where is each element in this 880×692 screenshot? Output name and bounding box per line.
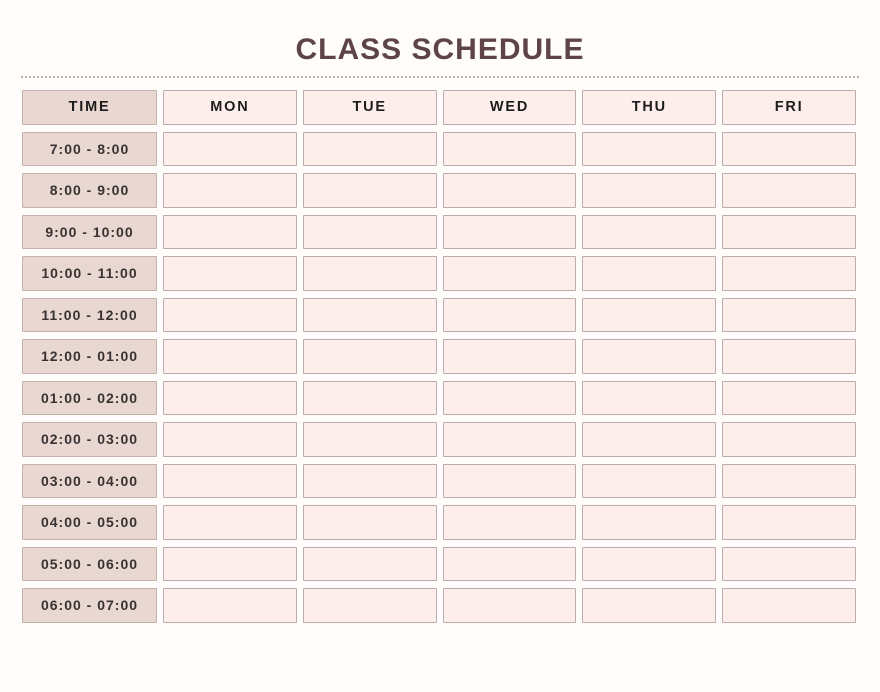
schedule-cell <box>163 298 297 333</box>
schedule-cell <box>443 422 577 457</box>
time-cell: 01:00 - 02:00 <box>22 381 157 416</box>
time-cell: 7:00 - 8:00 <box>22 132 157 167</box>
schedule-cell <box>582 173 716 208</box>
schedule-cell <box>722 588 856 623</box>
schedule-cell <box>722 547 856 582</box>
time-cell: 05:00 - 06:00 <box>22 547 157 582</box>
schedule-cell <box>582 381 716 416</box>
schedule-cell <box>582 588 716 623</box>
schedule-cell <box>163 381 297 416</box>
time-cell: 8:00 - 9:00 <box>22 173 157 208</box>
column-header-wed: WED <box>443 90 577 125</box>
schedule-cell <box>443 505 577 540</box>
schedule-cell <box>443 132 577 167</box>
schedule-cell <box>722 132 856 167</box>
schedule-cell <box>443 173 577 208</box>
schedule-cell <box>303 505 437 540</box>
schedule-cell <box>163 215 297 250</box>
schedule-cell <box>443 298 577 333</box>
schedule-cell <box>303 215 437 250</box>
time-cell: 02:00 - 03:00 <box>22 422 157 457</box>
schedule-cell <box>582 464 716 499</box>
schedule-cell <box>722 381 856 416</box>
schedule-cell <box>163 256 297 291</box>
schedule-cell <box>163 505 297 540</box>
schedule-cell <box>303 339 437 374</box>
schedule-cell <box>722 256 856 291</box>
schedule-cell <box>582 256 716 291</box>
time-cell: 12:00 - 01:00 <box>22 339 157 374</box>
time-cell: 10:00 - 11:00 <box>22 256 157 291</box>
schedule-cell <box>722 505 856 540</box>
column-header-mon: MON <box>163 90 297 125</box>
schedule-cell <box>582 339 716 374</box>
schedule-cell <box>303 298 437 333</box>
schedule-cell <box>303 464 437 499</box>
schedule-cell <box>163 464 297 499</box>
schedule-cell <box>443 215 577 250</box>
time-cell: 03:00 - 04:00 <box>22 464 157 499</box>
schedule-cell <box>303 381 437 416</box>
schedule-cell <box>443 547 577 582</box>
schedule-cell <box>163 339 297 374</box>
time-cell: 06:00 - 07:00 <box>22 588 157 623</box>
title-divider <box>21 76 859 78</box>
schedule-cell <box>722 422 856 457</box>
schedule-cell <box>722 173 856 208</box>
schedule-cell <box>582 215 716 250</box>
column-header-time: TIME <box>22 90 157 125</box>
schedule-cell <box>582 505 716 540</box>
schedule-cell <box>722 464 856 499</box>
schedule-cell <box>722 298 856 333</box>
schedule-cell <box>303 588 437 623</box>
page-title: CLASS SCHEDULE <box>295 33 585 66</box>
column-header-thu: THU <box>582 90 716 125</box>
schedule-cell <box>582 422 716 457</box>
schedule-cell <box>163 132 297 167</box>
schedule-cell <box>163 173 297 208</box>
column-header-fri: FRI <box>722 90 856 125</box>
schedule-cell <box>303 256 437 291</box>
time-cell: 9:00 - 10:00 <box>22 215 157 250</box>
schedule-cell <box>303 422 437 457</box>
schedule-cell <box>582 132 716 167</box>
schedule-cell <box>303 547 437 582</box>
time-cell: 04:00 - 05:00 <box>22 505 157 540</box>
schedule-cell <box>163 422 297 457</box>
schedule-cell <box>163 547 297 582</box>
schedule-table <box>22 90 856 623</box>
schedule-cell <box>443 256 577 291</box>
schedule-cell <box>582 547 716 582</box>
schedule-cell <box>303 173 437 208</box>
schedule-cell <box>722 339 856 374</box>
schedule-cell <box>443 339 577 374</box>
schedule-cell <box>722 215 856 250</box>
time-cell: 11:00 - 12:00 <box>22 298 157 333</box>
schedule-cell <box>163 588 297 623</box>
schedule-cell <box>582 298 716 333</box>
schedule-cell <box>443 381 577 416</box>
schedule-cell <box>303 132 437 167</box>
column-header-tue: TUE <box>303 90 437 125</box>
schedule-cell <box>443 464 577 499</box>
schedule-cell <box>443 588 577 623</box>
